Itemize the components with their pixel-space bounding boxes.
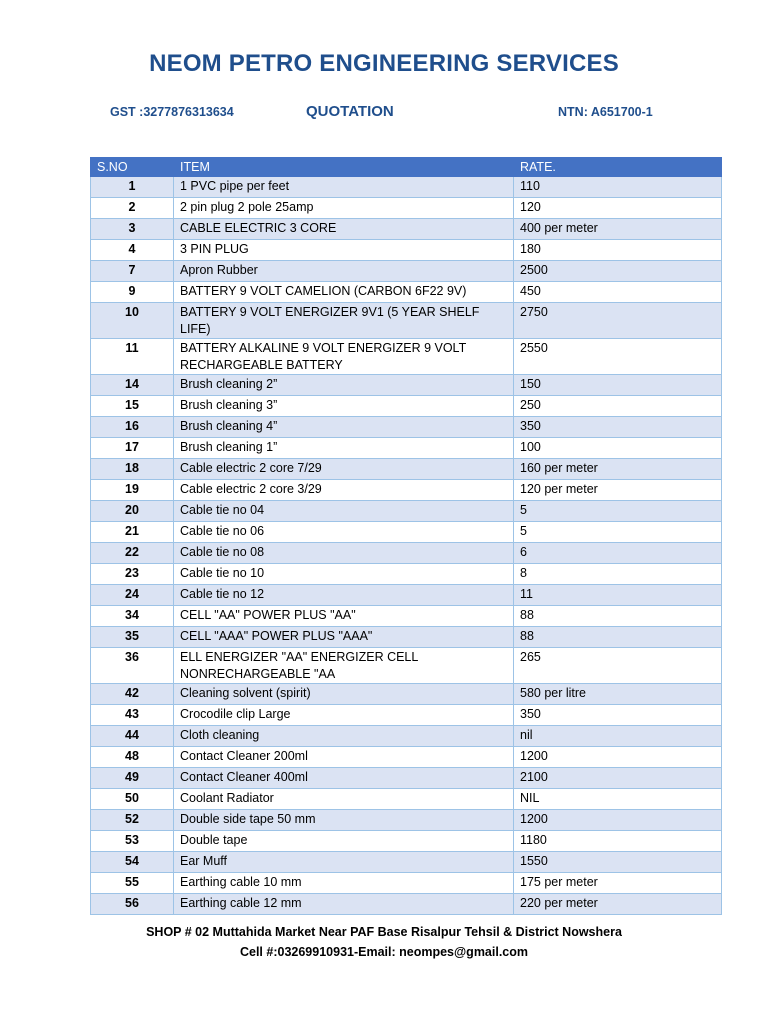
table-row [91,564,722,585]
table-row [91,240,722,261]
cell-sno: 20 [91,501,174,522]
document-title: QUOTATION [306,103,394,120]
cell-item: Contact Cleaner 200ml [174,747,514,768]
cell-item: 1 PVC pipe per feet [174,177,514,198]
cell-rate: 110 [514,177,722,198]
cell-sno: 17 [91,438,174,459]
cell-sno: 7 [91,261,174,282]
cell-sno: 54 [91,852,174,873]
column-header-item: ITEM [174,158,514,177]
cell-sno: 35 [91,627,174,648]
cell-rate: 5 [514,501,722,522]
cell-sno: 50 [91,789,174,810]
table-row [91,417,722,438]
cell-sno: 21 [91,522,174,543]
table-row [91,522,722,543]
cell-item: 3 PIN PLUG [174,240,514,261]
cell-sno: 53 [91,831,174,852]
table-row [91,480,722,501]
cell-item: Crocodile clip Large [174,705,514,726]
cell-item: Cable electric 2 core 7/29 [174,459,514,480]
cell-item: Brush cleaning 2” [174,375,514,396]
cell-rate: NIL [514,789,722,810]
cell-rate: 1200 [514,747,722,768]
cell-rate: 120 [514,198,722,219]
cell-item: Double side tape 50 mm [174,810,514,831]
table-row [91,177,722,198]
cell-rate: 2750 [514,303,722,339]
cell-sno: 14 [91,375,174,396]
cell-rate: 175 per meter [514,873,722,894]
cell-sno: 22 [91,543,174,564]
cell-item: BATTERY 9 VOLT ENERGIZER 9V1 (5 YEAR SHELF LIFE) [174,303,514,339]
table-row [91,261,722,282]
cell-item: Brush cleaning 4” [174,417,514,438]
cell-rate: 350 [514,705,722,726]
cell-rate: 265 [514,648,722,684]
footer [0,922,768,962]
table-row [91,396,722,417]
cell-rate: 5 [514,522,722,543]
table-row [91,219,722,240]
cell-sno: 3 [91,219,174,240]
cell-rate: 88 [514,627,722,648]
table-row [91,459,722,480]
header-meta [0,103,768,123]
cell-sno: 10 [91,303,174,339]
cell-rate: nil [514,726,722,747]
cell-sno: 11 [91,339,174,375]
gst-number: GST :3277876313634 [110,105,234,119]
table-row [91,606,722,627]
cell-item: Brush cleaning 3” [174,396,514,417]
cell-item: Earthing cable 10 mm [174,873,514,894]
cell-sno: 23 [91,564,174,585]
quotation-table [90,157,722,915]
cell-item: BATTERY 9 VOLT CAMELION (CARBON 6F22 9V) [174,282,514,303]
cell-sno: 36 [91,648,174,684]
shop-address: SHOP # 02 Muttahida Market Near PAF Base Risalpur Tehsil & District Nowshera [146,925,622,939]
table-row [91,282,722,303]
cell-rate: 250 [514,396,722,417]
contact-info: Cell #:03269910931-Email: neompes@gmail.com [239,945,529,959]
column-header-rate: RATE. [514,158,722,177]
table-header-row [91,158,722,177]
cell-item: Contact Cleaner 400ml [174,768,514,789]
cell-rate: 400 per meter [514,219,722,240]
cell-item: Brush cleaning 1” [174,438,514,459]
table-row [91,810,722,831]
cell-item: Cable electric 2 core 3/29 [174,480,514,501]
cell-sno: 43 [91,705,174,726]
cell-item: Cloth cleaning [174,726,514,747]
table-row [91,303,722,339]
cell-sno: 44 [91,726,174,747]
table-row [91,339,722,375]
cell-rate: 1180 [514,831,722,852]
cell-rate: 580 per litre [514,684,722,705]
cell-sno: 18 [91,459,174,480]
company-name: NEOM PETRO ENGINEERING SERVICES [149,50,619,77]
cell-item: Cable tie no 04 [174,501,514,522]
cell-item: Coolant Radiator [174,789,514,810]
table-row [91,648,722,684]
cell-item: Earthing cable 12 mm [174,894,514,915]
cell-rate: 2550 [514,339,722,375]
table-row [91,543,722,564]
cell-sno: 48 [91,747,174,768]
cell-item: BATTERY ALKALINE 9 VOLT ENERGIZER 9 VOLT RECHARGEABLE BATTERY [174,339,514,375]
cell-sno: 1 [91,177,174,198]
cell-sno: 52 [91,810,174,831]
table-row [91,789,722,810]
ntn-number: NTN: A651700-1 [558,105,653,119]
table-row [91,768,722,789]
cell-item: Ear Muff [174,852,514,873]
cell-item: CELL "AAA" POWER PLUS "AAA" [174,627,514,648]
table-row [91,873,722,894]
cell-sno: 49 [91,768,174,789]
cell-sno: 24 [91,585,174,606]
table-row [91,747,722,768]
table-row [91,705,722,726]
cell-sno: 4 [91,240,174,261]
cell-rate: 180 [514,240,722,261]
cell-sno: 16 [91,417,174,438]
cell-rate: 220 per meter [514,894,722,915]
cell-rate: 1200 [514,810,722,831]
cell-sno: 56 [91,894,174,915]
table-row [91,375,722,396]
cell-item: Apron Rubber [174,261,514,282]
table-row [91,585,722,606]
cell-rate: 150 [514,375,722,396]
cell-rate: 100 [514,438,722,459]
cell-item: CABLE ELECTRIC 3 CORE [174,219,514,240]
cell-item: 2 pin plug 2 pole 25amp [174,198,514,219]
cell-item: Cleaning solvent (spirit) [174,684,514,705]
cell-rate: 11 [514,585,722,606]
cell-item: Cable tie no 12 [174,585,514,606]
table-row [91,684,722,705]
cell-rate: 2500 [514,261,722,282]
cell-sno: 34 [91,606,174,627]
table-body [91,177,722,915]
cell-rate: 350 [514,417,722,438]
cell-item: CELL "AA" POWER PLUS "AA" [174,606,514,627]
cell-item: ELL ENERGIZER "AA" ENERGIZER CELL NONRECHARGEABLE "AA [174,648,514,684]
cell-item: Double tape [174,831,514,852]
cell-rate: 450 [514,282,722,303]
cell-sno: 2 [91,198,174,219]
cell-rate: 88 [514,606,722,627]
table-row [91,726,722,747]
table-row [91,501,722,522]
table-row [91,831,722,852]
table-row [91,198,722,219]
cell-rate: 1550 [514,852,722,873]
cell-item: Cable tie no 10 [174,564,514,585]
cell-sno: 15 [91,396,174,417]
cell-sno: 19 [91,480,174,501]
table-row [91,627,722,648]
cell-sno: 42 [91,684,174,705]
cell-sno: 55 [91,873,174,894]
cell-rate: 6 [514,543,722,564]
cell-item: Cable tie no 06 [174,522,514,543]
cell-sno: 9 [91,282,174,303]
table-row [91,438,722,459]
cell-rate: 2100 [514,768,722,789]
cell-rate: 120 per meter [514,480,722,501]
column-header-sno: S.NO [91,158,174,177]
table-row [91,852,722,873]
cell-rate: 160 per meter [514,459,722,480]
cell-item: Cable tie no 08 [174,543,514,564]
table-row [91,894,722,915]
cell-rate: 8 [514,564,722,585]
